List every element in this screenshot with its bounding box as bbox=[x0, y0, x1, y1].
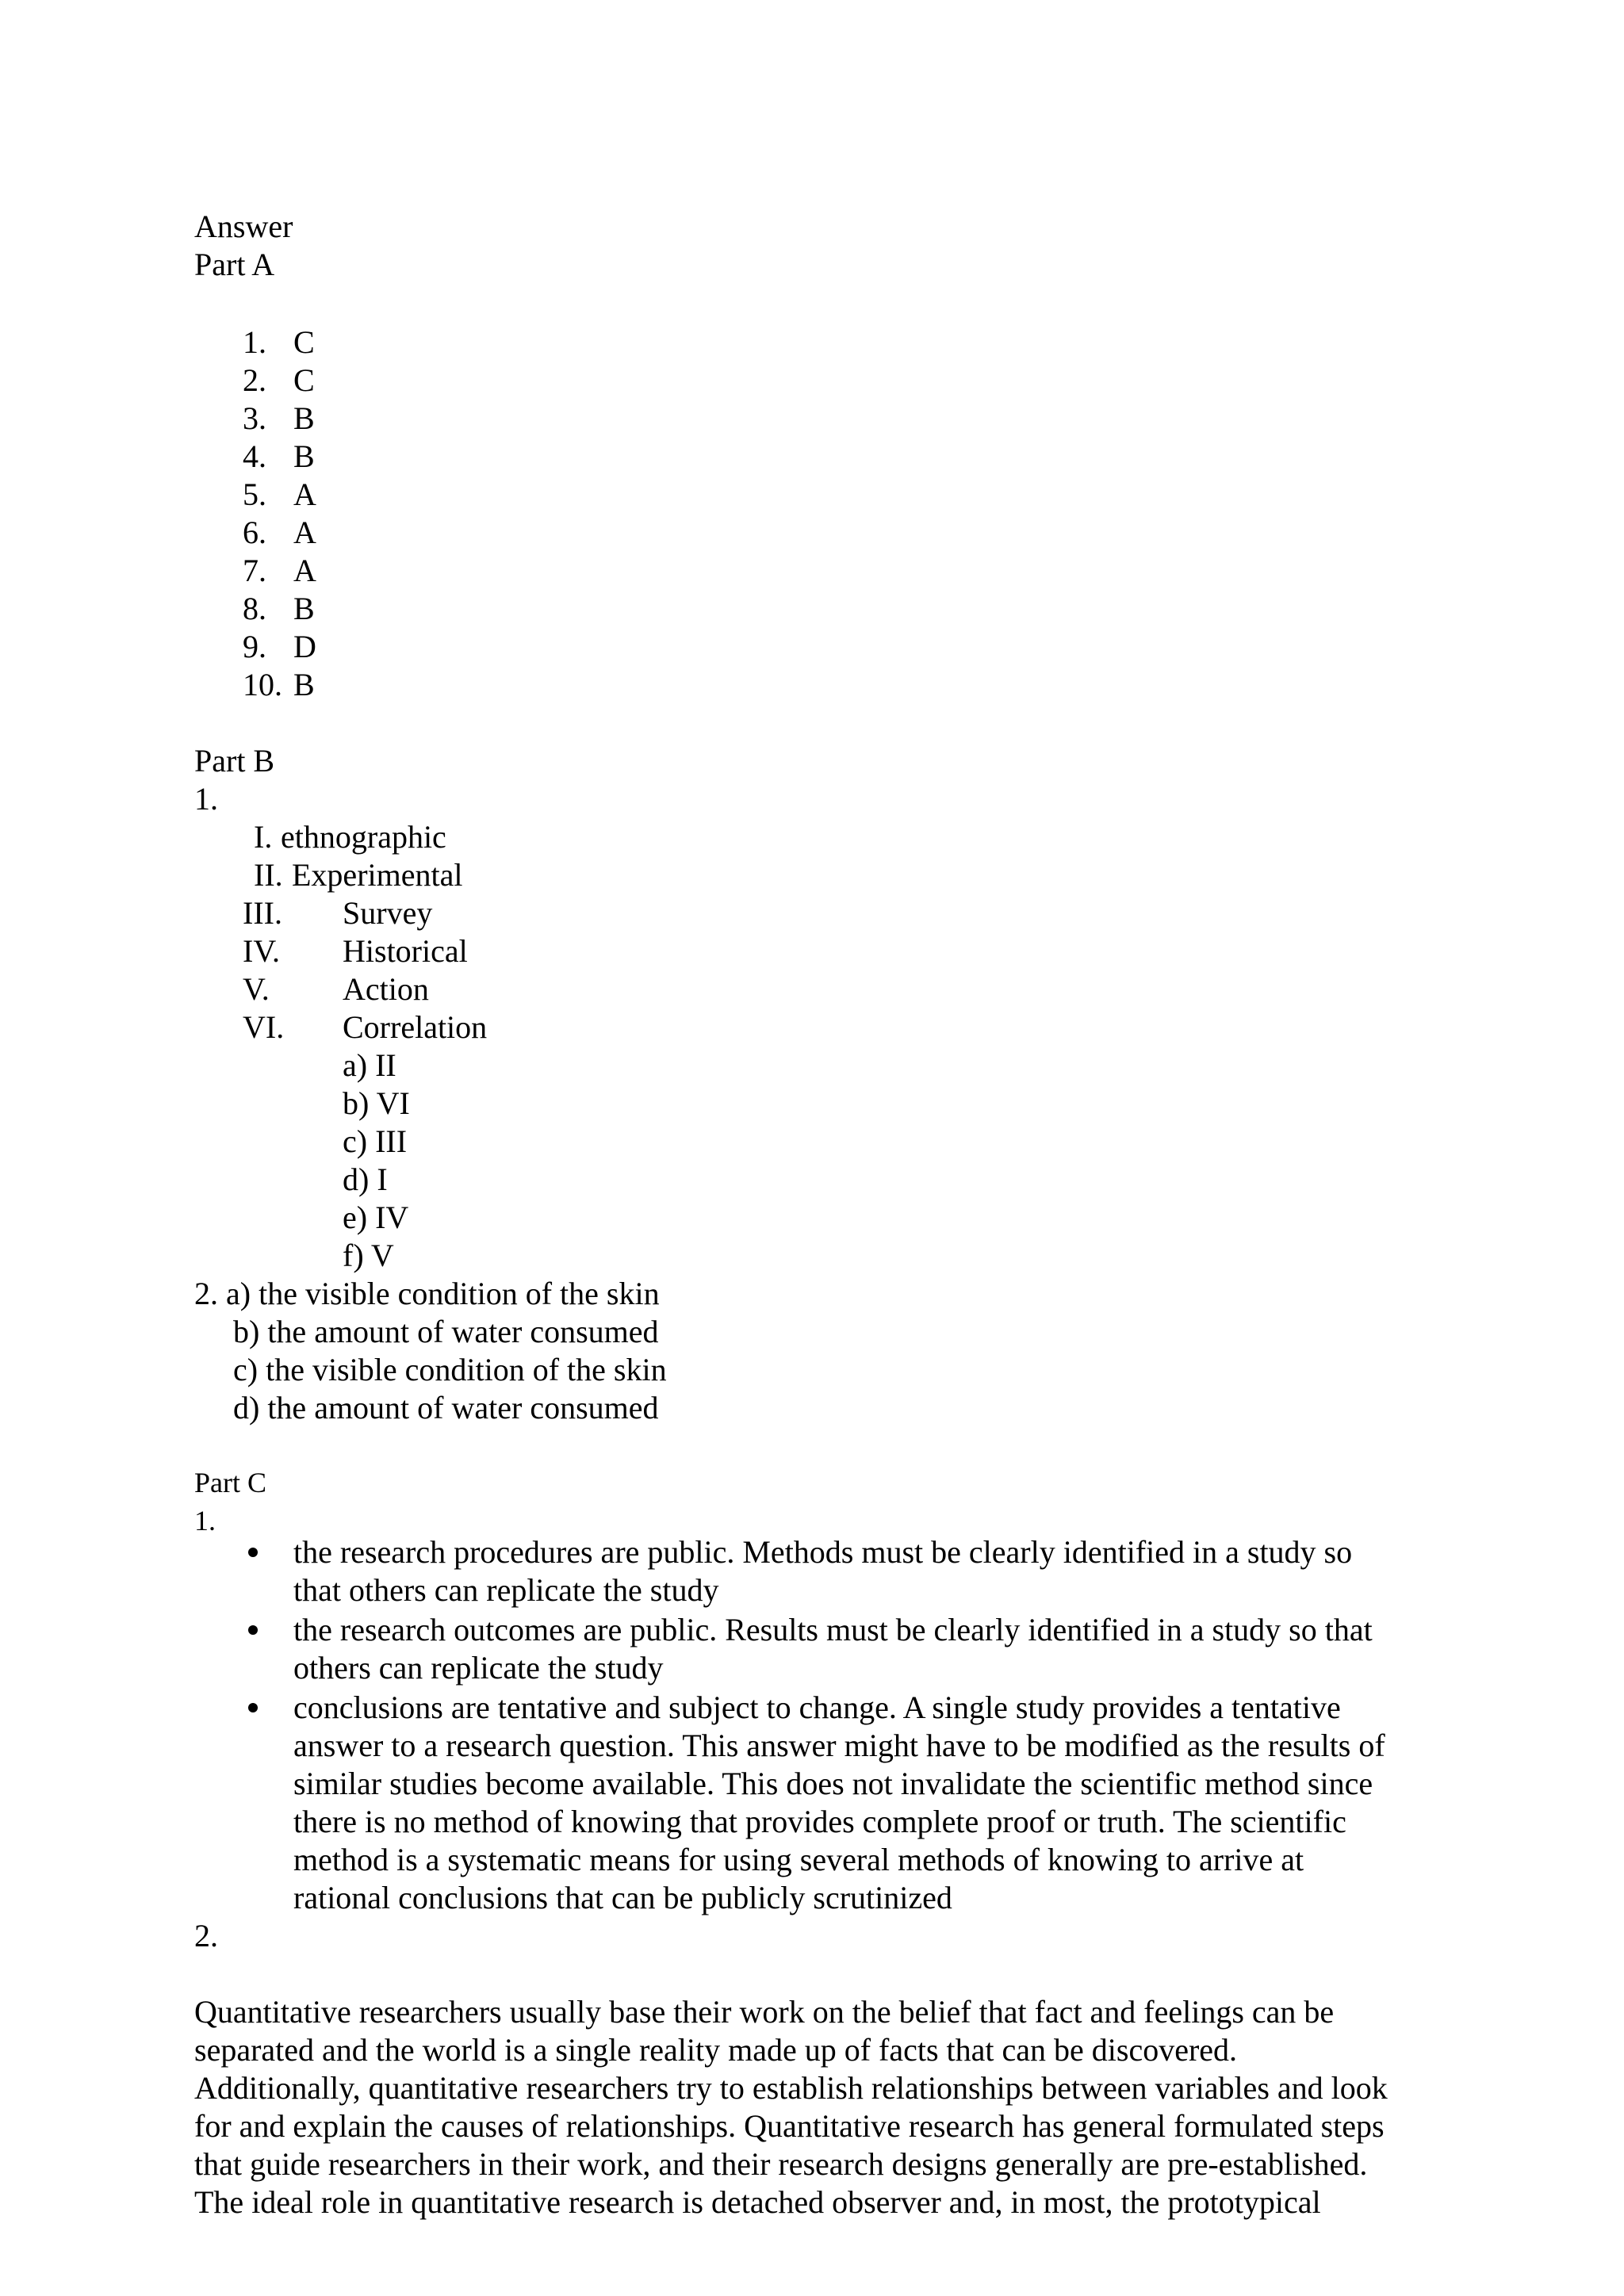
part-c-q1-number: 1. bbox=[194, 1505, 216, 1536]
part-a-answer: C bbox=[293, 362, 315, 398]
part-a-num: 1. bbox=[243, 324, 266, 360]
part-a-num: 9. bbox=[243, 629, 266, 664]
research-type: Action bbox=[343, 971, 429, 1007]
paragraph-line: Additionally, quantitative researchers try to establish relationships between variables and look bbox=[194, 2070, 1388, 2106]
variable-answer: 2. a) the visible condition of the skin bbox=[194, 1276, 660, 1311]
match-answer: e) IV bbox=[343, 1200, 409, 1235]
match-answer: a) II bbox=[343, 1047, 396, 1083]
research-type: ethnographic bbox=[281, 819, 446, 855]
part-a-answer: B bbox=[293, 591, 315, 626]
paragraph-line: for and explain the causes of relationships. Quantitative research has general formulated steps bbox=[194, 2108, 1385, 2144]
match-answer: f) V bbox=[343, 1238, 394, 1273]
part-c-heading: Part C bbox=[194, 1467, 267, 1498]
match-answer: b) VI bbox=[343, 1085, 410, 1121]
roman-numeral: III. bbox=[243, 895, 282, 931]
bullet-text: rational conclusions that can be publicly scrutinized bbox=[293, 1880, 952, 1915]
match-answer: d) I bbox=[343, 1161, 388, 1197]
part-b-q1-number: 1. bbox=[194, 781, 218, 817]
part-a-num: 10. bbox=[243, 667, 282, 702]
part-a-num: 4. bbox=[243, 438, 266, 474]
part-a-num: 7. bbox=[243, 553, 266, 588]
bullet-icon bbox=[248, 1548, 258, 1557]
bullet-text: answer to a research question. This answer might have to be modified as the results of bbox=[293, 1728, 1385, 1763]
part-a-num: 5. bbox=[243, 476, 266, 512]
bullet-text: conclusions are tentative and subject to change. A single study provides a tentative bbox=[293, 1689, 1341, 1725]
variable-answer: d) the amount of water consumed bbox=[233, 1390, 659, 1425]
variable-answer: c) the visible condition of the skin bbox=[233, 1352, 667, 1387]
research-type: Historical bbox=[343, 933, 468, 969]
bullet-text: the research procedures are public. Methods must be clearly identified in a study so bbox=[293, 1534, 1353, 1570]
roman-numeral: IV. bbox=[243, 933, 281, 969]
bullet-icon bbox=[248, 1625, 258, 1635]
roman-numeral: I. bbox=[254, 819, 273, 855]
part-a-answer: A bbox=[293, 553, 316, 588]
research-type: Correlation bbox=[343, 1009, 488, 1045]
paragraph-line: Quantitative researchers usually base their work on the belief that fact and feelings can be bbox=[194, 1994, 1335, 2030]
part-a-num: 2. bbox=[243, 362, 266, 398]
roman-numeral: V. bbox=[243, 971, 270, 1007]
part-a-answer: A bbox=[293, 476, 316, 512]
paragraph-line: separated and the world is a single reality made up of facts that can be discovered. bbox=[194, 2032, 1238, 2068]
bullet-text: method is a systematic means for using several methods of knowing to arrive at bbox=[293, 1842, 1304, 1877]
part-a-num: 3. bbox=[243, 400, 266, 436]
part-a-heading: Part A bbox=[194, 247, 275, 282]
part-a-answer: C bbox=[293, 324, 315, 360]
bullet-text: others can replicate the study bbox=[293, 1650, 664, 1686]
part-a-num: 6. bbox=[243, 515, 266, 550]
part-c-q2-number: 2. bbox=[194, 1918, 218, 1954]
roman-numeral: VI. bbox=[243, 1009, 285, 1045]
part-b-heading: Part B bbox=[194, 743, 275, 779]
part-a-answer: B bbox=[293, 400, 315, 436]
part-a-num: 8. bbox=[243, 591, 266, 626]
part-a-answer: D bbox=[293, 629, 316, 664]
part-a-answer: A bbox=[293, 515, 316, 550]
research-type: Experimental bbox=[292, 857, 463, 893]
bullet-text: similar studies become available. This does not invalidate the scientific method since bbox=[293, 1766, 1373, 1801]
paragraph-line: The ideal role in quantitative research is detached observer and, in most, the prototypical bbox=[194, 2184, 1321, 2220]
part-a-answer: B bbox=[293, 438, 315, 474]
bullet-text: that others can replicate the study bbox=[293, 1572, 719, 1608]
paragraph-line: that guide researchers in their work, and their research designs generally are pre-established. bbox=[194, 2146, 1368, 2182]
match-answer: c) III bbox=[343, 1123, 408, 1159]
research-type: Survey bbox=[343, 895, 433, 931]
variable-answer: b) the amount of water consumed bbox=[233, 1314, 659, 1349]
part-a-answer: B bbox=[293, 667, 315, 702]
roman-numeral: II. bbox=[254, 857, 283, 893]
answer-title: Answer bbox=[194, 209, 293, 244]
bullet-text: there is no method of knowing that provides complete proof or truth. The scientific bbox=[293, 1804, 1346, 1839]
bullet-text: the research outcomes are public. Results must be clearly identified in a study so that bbox=[293, 1612, 1373, 1647]
bullet-icon bbox=[248, 1703, 258, 1712]
